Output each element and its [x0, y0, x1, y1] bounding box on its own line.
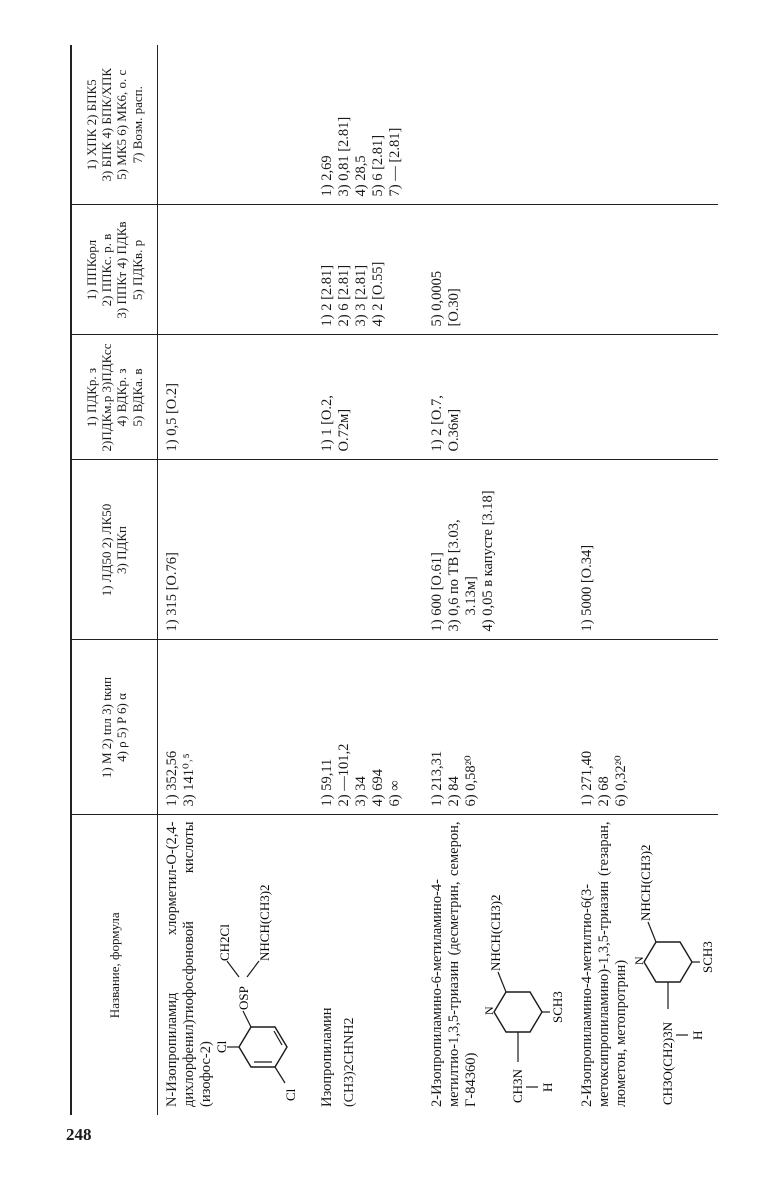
cell-phys: 1) 271,40 2) 68 6) 0,32²⁰ [573, 640, 718, 815]
svg-text:CH3N: CH3N [510, 1069, 526, 1103]
structure-formula [634, 817, 714, 1107]
cell-tox: 1) 5000 [O.34] [573, 460, 718, 640]
cell-water [573, 205, 718, 335]
cell-water [157, 205, 313, 335]
structure-formula [213, 817, 309, 1107]
structure-formula-text: (CH3)2CHNH2 [341, 1017, 357, 1107]
header-water: 1) ППКорл 2) ППКс. р. в 3) ППКт 4) ПДКв 5) ПДКв. р [71, 205, 157, 335]
data-table [70, 45, 718, 1115]
header-tox: 1) ЛД50 2) ЛК50 3) ПДКп [71, 460, 157, 640]
table-row [573, 45, 718, 1115]
svg-text:CH3O(CH2)3N: CH3O(CH2)3N [660, 1021, 676, 1105]
cell-hazard [573, 45, 718, 205]
header-phys: 1) M 2) tпл 3) tкип 4) ρ 5) P 6) α [71, 640, 157, 815]
cell-hazard [423, 45, 573, 205]
cell-hazard [157, 45, 313, 205]
compound-name: 2-Изопропиламино-6-метиламино-4-метилтио-1,3,5-триазин (десметрин, семерон, Г-84360) [428, 821, 480, 1107]
header-air: 1) ПДКр. з 2)ПДКм.р 3)ПДКсс 4) ВДКр. з 5) ВДКа. в [71, 335, 157, 460]
cell-air: 1) 2 [O.7, O.36м] [423, 335, 573, 460]
cell-name [573, 815, 718, 1115]
svg-text:NHCH(CH3)2: NHCH(CH3)2 [256, 884, 272, 961]
rotated-table-wrapper [70, 45, 716, 1115]
cell-name [157, 815, 313, 1115]
structure-formula [484, 817, 564, 1107]
compound-name: 2-Изопропиламино-4-метилтио-6(3-метоксипропиламино)-1,3,5-триазин (гезаран, люметон, метопротрин) [578, 821, 630, 1107]
svg-text:H: H [540, 1082, 556, 1092]
cell-name [313, 815, 423, 1115]
svg-text:Cl: Cl [213, 1040, 229, 1053]
svg-text:N: N [632, 956, 647, 965]
cell-air: 1) 1 [O.2, O.72м] [313, 335, 423, 460]
svg-text:Cl: Cl [282, 1088, 298, 1101]
svg-text:H: H [690, 1030, 706, 1040]
header-row [71, 45, 157, 1115]
cell-tox [313, 460, 423, 640]
cell-name [423, 815, 573, 1115]
svg-text:OSP: OSP [235, 986, 251, 1010]
cell-phys: 1) 352,56 3) 141⁰˒⁵ [157, 640, 313, 815]
svg-text:N: N [482, 1006, 497, 1015]
header-hazard: 1) ХПК 2) БПК5 3) БПК 4) БПК/ХПК 5) МК5 6) МК6, о. с 7) Возм. расп. [71, 45, 157, 205]
svg-text:NHCH(CH3)2: NHCH(CH3)2 [638, 844, 654, 921]
cell-water: 1) 2 [2.81] 2) 6 [2.81] 3) 3 [2.81] 4) 2 [O.55] [313, 205, 423, 335]
cell-air: 1) 0,5 [O.2] [157, 335, 313, 460]
cell-phys: 1) 59,11 2) —101,2 3) 34 4) 694 6) ∞ [313, 640, 423, 815]
compound-name: N-Изопропиламид хлорметил-O-(2,4-дихлорфенил)тиофосфоновой кислоты (изофос-2) [163, 821, 214, 1107]
cell-phys: 1) 213,31 2) 84 6) 0,58²⁰ [423, 640, 573, 815]
svg-text:SCH3: SCH3 [550, 991, 566, 1023]
svg-text:CH2Cl: CH2Cl [216, 924, 232, 961]
svg-text:SCH3: SCH3 [700, 941, 716, 973]
cell-air [573, 335, 718, 460]
table-row [157, 45, 313, 1115]
page-number: 248 [66, 1125, 92, 1144]
cell-tox: 1) 315 [O.76] [157, 460, 313, 640]
compound-name: Изопропиламин [318, 1007, 335, 1107]
cell-tox: 1) 600 [O.61] 3) 0,6 по ТВ [3.03, 3.13м] 4) 0,05 в капусте [3.18] [423, 460, 573, 640]
cell-water: 5) 0,0005 [O.30] [423, 205, 573, 335]
table-row [423, 45, 573, 1115]
table-row [313, 45, 423, 1115]
cell-hazard: 1) 2,69 3) 0,81 [2.81] 4) 28,5 5) 6 [2.81] 7) — [2.81] [313, 45, 423, 205]
svg-text:NHCH(CH3)2: NHCH(CH3)2 [488, 894, 504, 971]
header-name: Название, формула [71, 815, 157, 1115]
